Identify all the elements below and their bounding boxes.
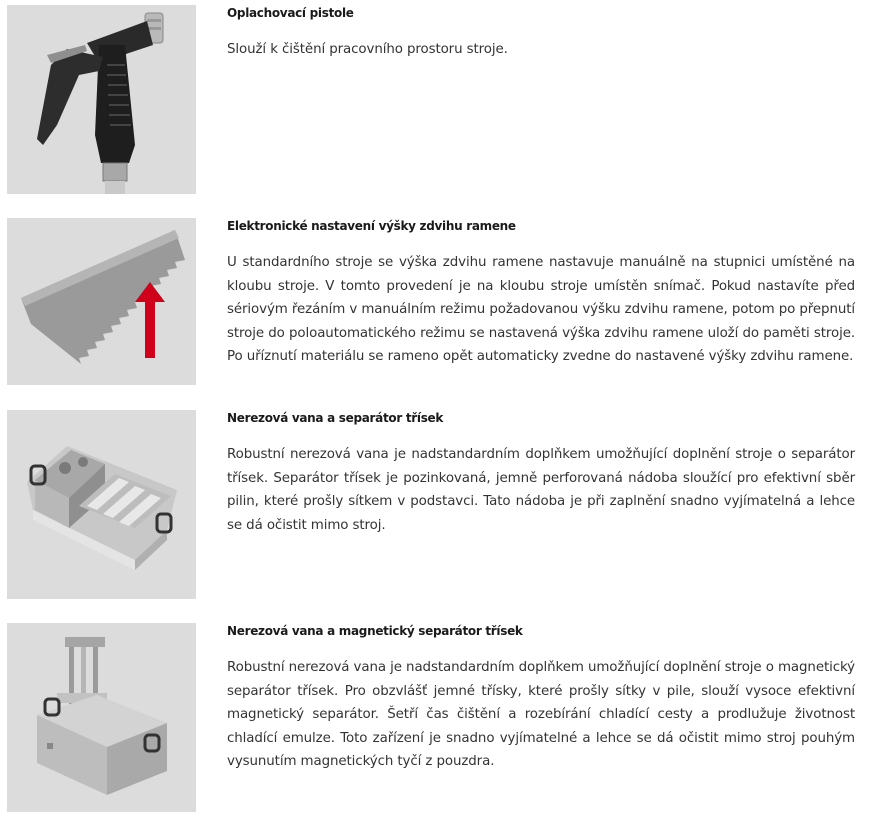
item-description: Robustní nerezová vana je nadstandardním doplňkem umožňující doplnění stroje o separátor třísek. Separátor třísek je pozinkovaná, jemně perforovaná nádoba sloužící pro efektivní sběr pilin, které prošly sítkem v podstavci. Tato nádoba je při zaplnění snadno vyjímatelná a lehce se dá očistit mimo stroj.: [227, 447, 855, 533]
chip-separator-tank-image: [7, 410, 196, 599]
washing-gun-image: [7, 5, 196, 194]
item-description: Slouží k čištění pracovního prostoru stroje.: [227, 42, 508, 57]
item-title: Nerezová vana a separátor třísek: [227, 411, 444, 425]
item-description: Robustní nerezová vana je nadstandardním doplňkem umožňující doplnění stroje o magnetický separátor třísek. Pro obzvlášť jemné třísky, které prošly sítky v pile, slouží vysoce efektivní magnetický separátor. Šetří čas čištění a rozebírání chladící cesty a prodlužuje životnost chladící emulze. Toto zařízení je snadno vyjímatelné a lehce se dá očistit mimo stroj pouhým vysunutím magnetických tyčí z pouzdra.: [227, 660, 855, 769]
item-title: Elektronické nastavení výšky zdvihu ramene: [227, 219, 516, 233]
saw-blade-arrow-image: [7, 218, 196, 385]
magnetic-separator-tank-image: [7, 623, 196, 812]
item-title: Nerezová vana a magnetický separátor třísek: [227, 624, 523, 638]
item-title: Oplachovací pistole: [227, 6, 354, 20]
item-description: U standardního stroje se výška zdvihu ramene nastavuje manuálně na stupnici umístěné na kloubu stroje. V tomto provedení je na kloubu stroje umístěn snímač. Pokud nastavíte před sériovým řezáním v manuálním režimu požadovanou výšku zdvihu ramene, potom po přepnutí stroje do poloautomatického režimu se nastavená výška zdvihu ramene uloží do paměti stroje. Po uříznutí materiálu se rameno opět automaticky zvedne do nastavené výšky zdvihu ramene.: [227, 255, 855, 364]
